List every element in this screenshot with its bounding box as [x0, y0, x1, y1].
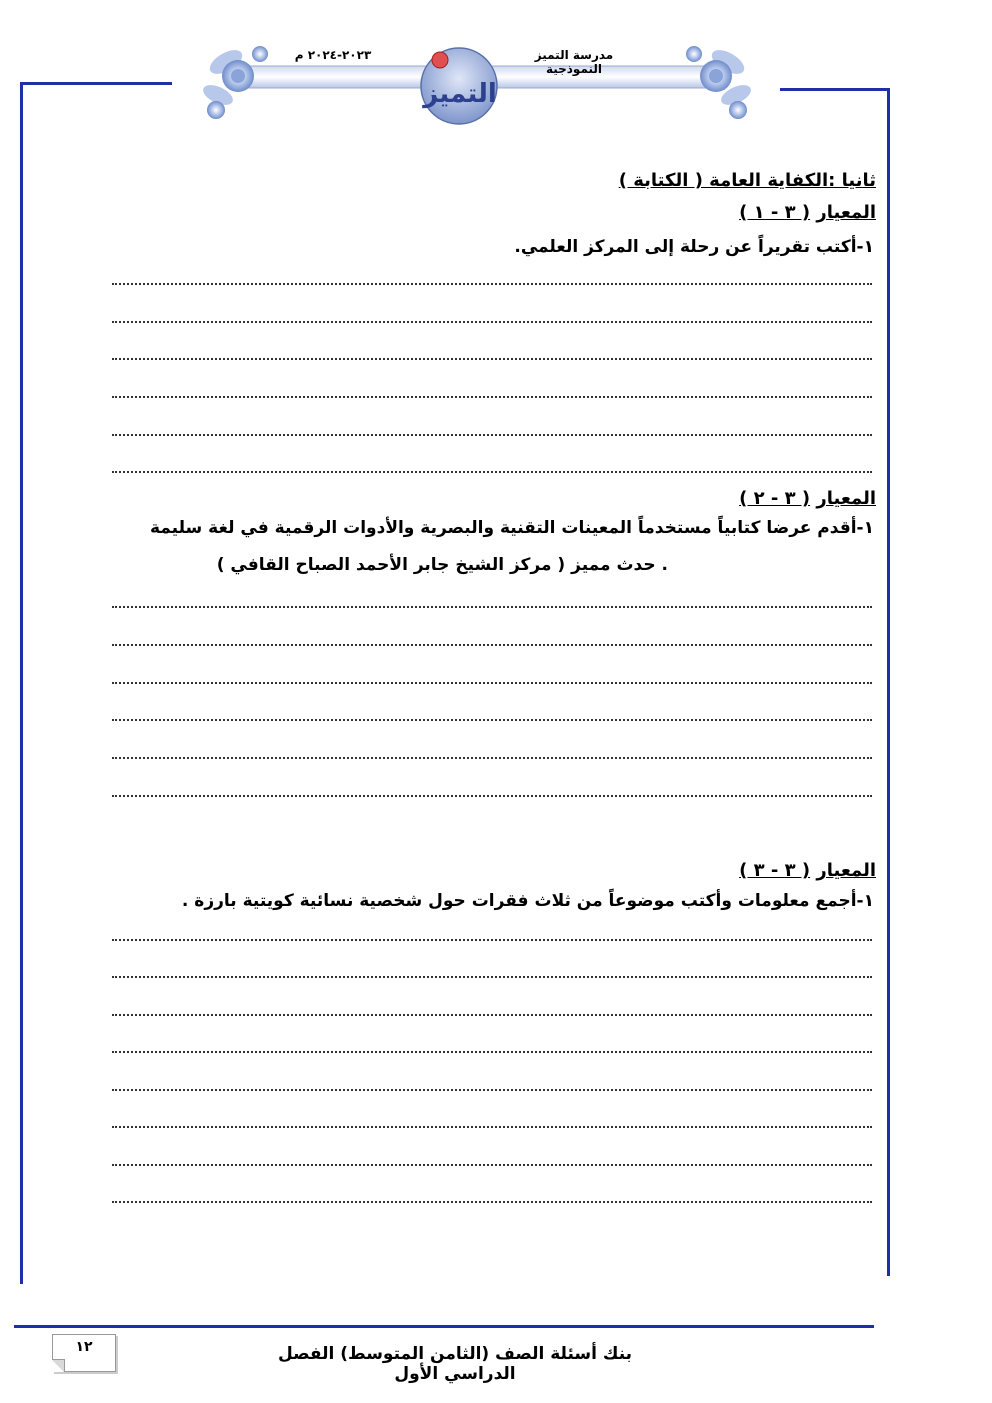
section-title: ثانيا :الكفاية العامة ( الكتابة ): [618, 170, 876, 191]
answer-line[interactable]: [112, 682, 872, 684]
answer-line[interactable]: [112, 1126, 872, 1128]
standard-3-label: [739, 860, 876, 881]
answer-line[interactable]: [112, 1164, 872, 1166]
answer-line[interactable]: [112, 1201, 872, 1203]
frame-top-right: [780, 88, 890, 91]
frame-top-left: [20, 82, 172, 85]
answer-line[interactable]: [112, 757, 872, 759]
footer-rule: [14, 1325, 874, 1328]
school-logo: [414, 40, 504, 126]
standard-2-code: ( ٣ - ٢ ): [739, 488, 811, 509]
logo-lettering: التميز: [423, 79, 497, 109]
standard-1-prefix: المعيار: [816, 202, 876, 223]
frame-right: [887, 88, 890, 1276]
answer-line[interactable]: [112, 644, 872, 646]
answer-line[interactable]: [112, 283, 872, 285]
answer-line[interactable]: [112, 606, 872, 608]
answer-line[interactable]: [112, 471, 872, 473]
answer-line[interactable]: [112, 1051, 872, 1053]
footer-title: بنك أسئلة الصف (الثامن المتوسط) الفصل الدراسي الأول: [277, 1344, 633, 1384]
standard-2-question-line-1: ١-أقدم عرضا كتابياً مستخدماً المعينات التقنية والبصرية والأدوات الرقمية في لغة سليمة: [149, 518, 874, 538]
standard-1-label: [739, 202, 876, 223]
school-name: مدرسة التميز النموذجية: [534, 48, 614, 76]
answer-line[interactable]: [112, 719, 872, 721]
answer-line[interactable]: [112, 1014, 872, 1016]
school-year: ٢٠٢٣-٢٠٢٤ م: [294, 48, 372, 62]
answer-line[interactable]: [112, 396, 872, 398]
frame-left: [20, 82, 23, 1284]
standard-3-question: ١-أجمع معلومات وأكتب موضوعاً من ثلاث فقرات حول شخصية نسائية كويتية بارزة .: [181, 891, 874, 911]
page-number: ١٢: [75, 1339, 93, 1355]
answer-line[interactable]: [112, 358, 872, 360]
standard-2-prefix: المعيار: [816, 488, 876, 509]
answer-line[interactable]: [112, 434, 872, 436]
page-number-box: [52, 1334, 116, 1372]
standard-3-code: ( ٣ - ٣ ): [739, 860, 811, 881]
standard-2-question-line-2: . حدث مميز ( مركز الشيخ جابر الأحمد الصباح القافي ): [216, 555, 668, 575]
standard-1-code: ( ٣ - ١ ): [739, 202, 811, 223]
standard-3-prefix: المعيار: [816, 860, 876, 881]
answer-line[interactable]: [112, 939, 872, 941]
standard-2-label: [739, 488, 876, 509]
answer-line[interactable]: [112, 976, 872, 978]
answer-line[interactable]: [112, 321, 872, 323]
page-curl-corner: [52, 1359, 65, 1372]
answer-line[interactable]: [112, 795, 872, 797]
standard-1-question: ١-أكتب تقريراً عن رحلة إلى المركز العلمي.: [514, 237, 874, 257]
answer-line[interactable]: [112, 1089, 872, 1091]
